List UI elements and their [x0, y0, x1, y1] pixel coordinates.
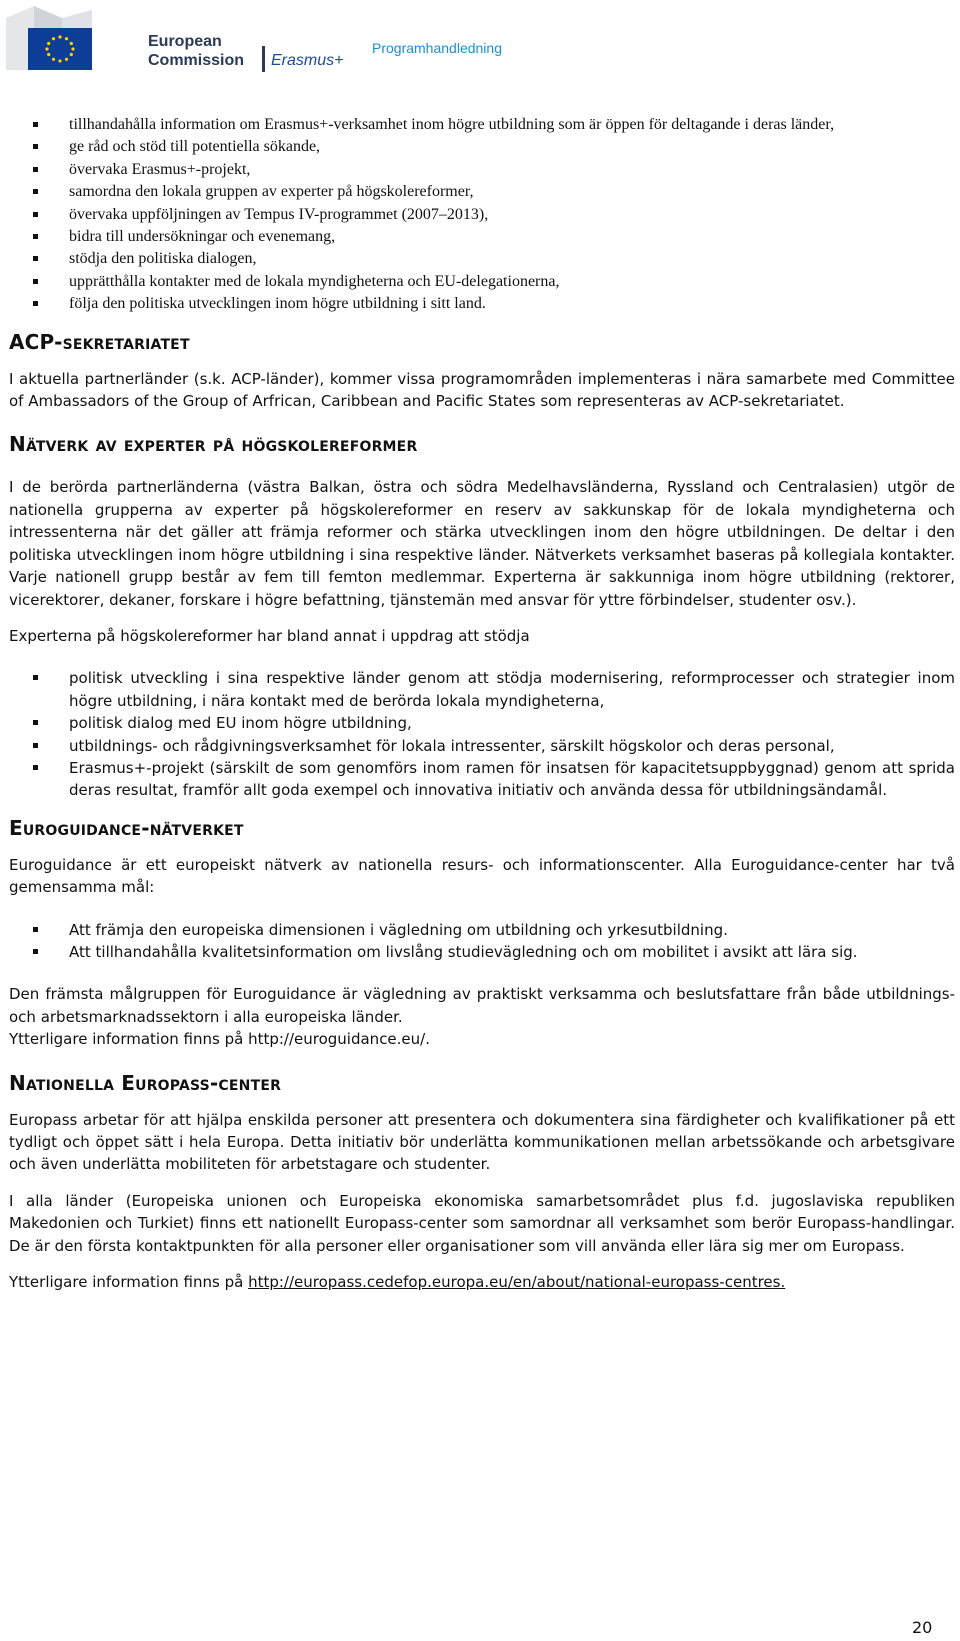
- euroguidance-bullet-list: [9, 919, 955, 964]
- list-item: stödja den politiska dialogen,: [9, 248, 955, 270]
- list-item: upprätthålla kontakter med de lokala myndigheterna och EU-delegationerna,: [9, 271, 955, 293]
- europass-more-info-prefix: Ytterligare information finns på: [9, 1273, 249, 1292]
- hero-bullet-list: [9, 667, 955, 801]
- europass-more-info: [9, 1271, 955, 1293]
- list-item: politisk utveckling i sina respektive länder genom att stödja modernisering, reformprocesser och strategier inom högre utbildning, i nära kontakt med de berörda lokala myndigheterna,: [9, 667, 955, 712]
- list-item: bidra till undersökningar och evenemang,: [9, 226, 955, 248]
- list-item: övervaka uppföljningen av Tempus IV-programmet (2007–2013),: [9, 204, 955, 226]
- acp-paragraph: I aktuella partnerländer (s.k. ACP-länder), kommer vissa programområden implementeras i nära samarbete med Committee of Ambassadors of the Group of Arfrican, Caribbean and Pacific States som representeras av ACP-sekretariatet.: [9, 369, 955, 411]
- list-item: samordna den lokala gruppen av experter på högskolereformer,: [9, 181, 955, 203]
- organization-name: [148, 32, 244, 70]
- program-name: Erasmus+: [271, 52, 344, 69]
- org-line-1: European: [148, 33, 222, 50]
- page-number: 20: [912, 1618, 933, 1637]
- header-divider: [262, 46, 265, 72]
- document-title: Programhandledning: [372, 40, 502, 56]
- acp-heading: ACP-sekretariatet: [9, 329, 190, 354]
- top-bullet-list: [9, 114, 955, 316]
- euroguidance-paragraph: Euroguidance är ett europeiskt nätverk av nationella resurs- och informationscenter. Alla Euroguidance-center har två gemensamma mål:: [9, 855, 955, 897]
- hero-intro-paragraph: Experterna på högskolereformer har bland annat i uppdrag att stödja: [9, 626, 530, 645]
- list-item: Att tillhandahålla kvalitetsinformation om livslång studievägledning och om mobilitet i avsikt att lära sig.: [9, 941, 955, 963]
- page-header: [0, 0, 960, 78]
- europass-heading: Nationella Europass-center: [9, 1070, 282, 1095]
- euroguidance-more-info: Ytterligare information finns på http://euroguidance.eu/.: [9, 1030, 430, 1049]
- list-item: ge råd och stöd till potentiella sökande,: [9, 136, 955, 158]
- euroguidance-target-paragraph: Den främsta målgruppen för Euroguidance är vägledning av praktiskt verksamma och beslutsfattare från både utbildnings- och arbetsmarknadssektorn i alla europeiska länder.: [9, 985, 955, 1026]
- hero-paragraph: I de berörda partnerländerna (västra Balkan, östra och södra Medelhavsländerna, Ryssland och Centralasien) utgör de nationella grupperna av experter på högskolereformer en reserv av sakkunskap för de lokala myndigheterna och intressenterna när det gäller att främja reformer och stärka utvecklingen inom den högre utbildningen. De deltar i den politiska utvecklingen inom högre utbildning i sina respektive länder. Nätverkets verksamhet baseras på kollegiala kontakter. Varje nationell grupp består av fem till femton medlemmar. Experterna är sakkunniga inom högre utbildning (rektorer, vicerektorer, dekaner, forskare i högre befattning, tjänstemän med ansvar för yttre förbindelser, studenter osv.).: [9, 478, 955, 609]
- org-line-2: Commission: [148, 52, 245, 69]
- list-item: övervaka Erasmus+-projekt,: [9, 159, 955, 181]
- hero-heading: Nätverk av experter på högskolereformer: [9, 432, 418, 457]
- page-content: [9, 114, 955, 1293]
- list-item: tillhandahålla information om Erasmus+-verksamhet inom högre utbildning som är öppen för deltagande i deras länder,: [9, 114, 955, 136]
- europass-paragraph-2: I alla länder (Europeiska unionen och Europeiska ekonomiska samarbetsområdet plus f.d. jugoslaviska republiken Makedonien och Turkiet) finns ett nationellt Europass-center som samordnar all verksamhet som berör Europass-handlingar. De är den första kontaktpunkten för alla personer eller organisationer som vill använda eller lära sig mer om Europass.: [9, 1191, 955, 1255]
- list-item: följa den politiska utvecklingen inom högre utbildning i sitt land.: [9, 293, 955, 315]
- list-item: Erasmus+-projekt (särskilt de som genomförs inom ramen för insatsen för kapacitetsuppbyggnad) genom att sprida deras resultat, framför allt goda exempel och innovativa initiativ och använda dessa för utbildningsändamål.: [9, 757, 955, 802]
- list-item: Att främja den europeiska dimensionen i vägledning om utbildning och yrkesutbildning.: [9, 919, 955, 941]
- europass-link[interactable]: http://europass.cedefop.europa.eu/en/about/national-europass-centres.: [248, 1273, 786, 1292]
- euroguidance-heading: Euroguidance-nätverket: [9, 815, 244, 840]
- europass-paragraph-1: Europass arbetar för att hjälpa enskilda personer att presentera och dokumentera sina färdigheter och kvalifikationer på ett tydligt och öppet sätt i hela Europa. Detta initiativ bör underlätta kommunikationen mellan arbetssökande och arbetsgivare och även underlätta mobiliteten för arbetstagare och studenter.: [9, 1110, 955, 1174]
- eu-flag-icon: [28, 28, 92, 70]
- list-item: politisk dialog med EU inom högre utbildning,: [9, 712, 955, 734]
- list-item: utbildnings- och rådgivningsverksamhet för lokala intressenter, särskilt högskolor och deras personal,: [9, 735, 955, 757]
